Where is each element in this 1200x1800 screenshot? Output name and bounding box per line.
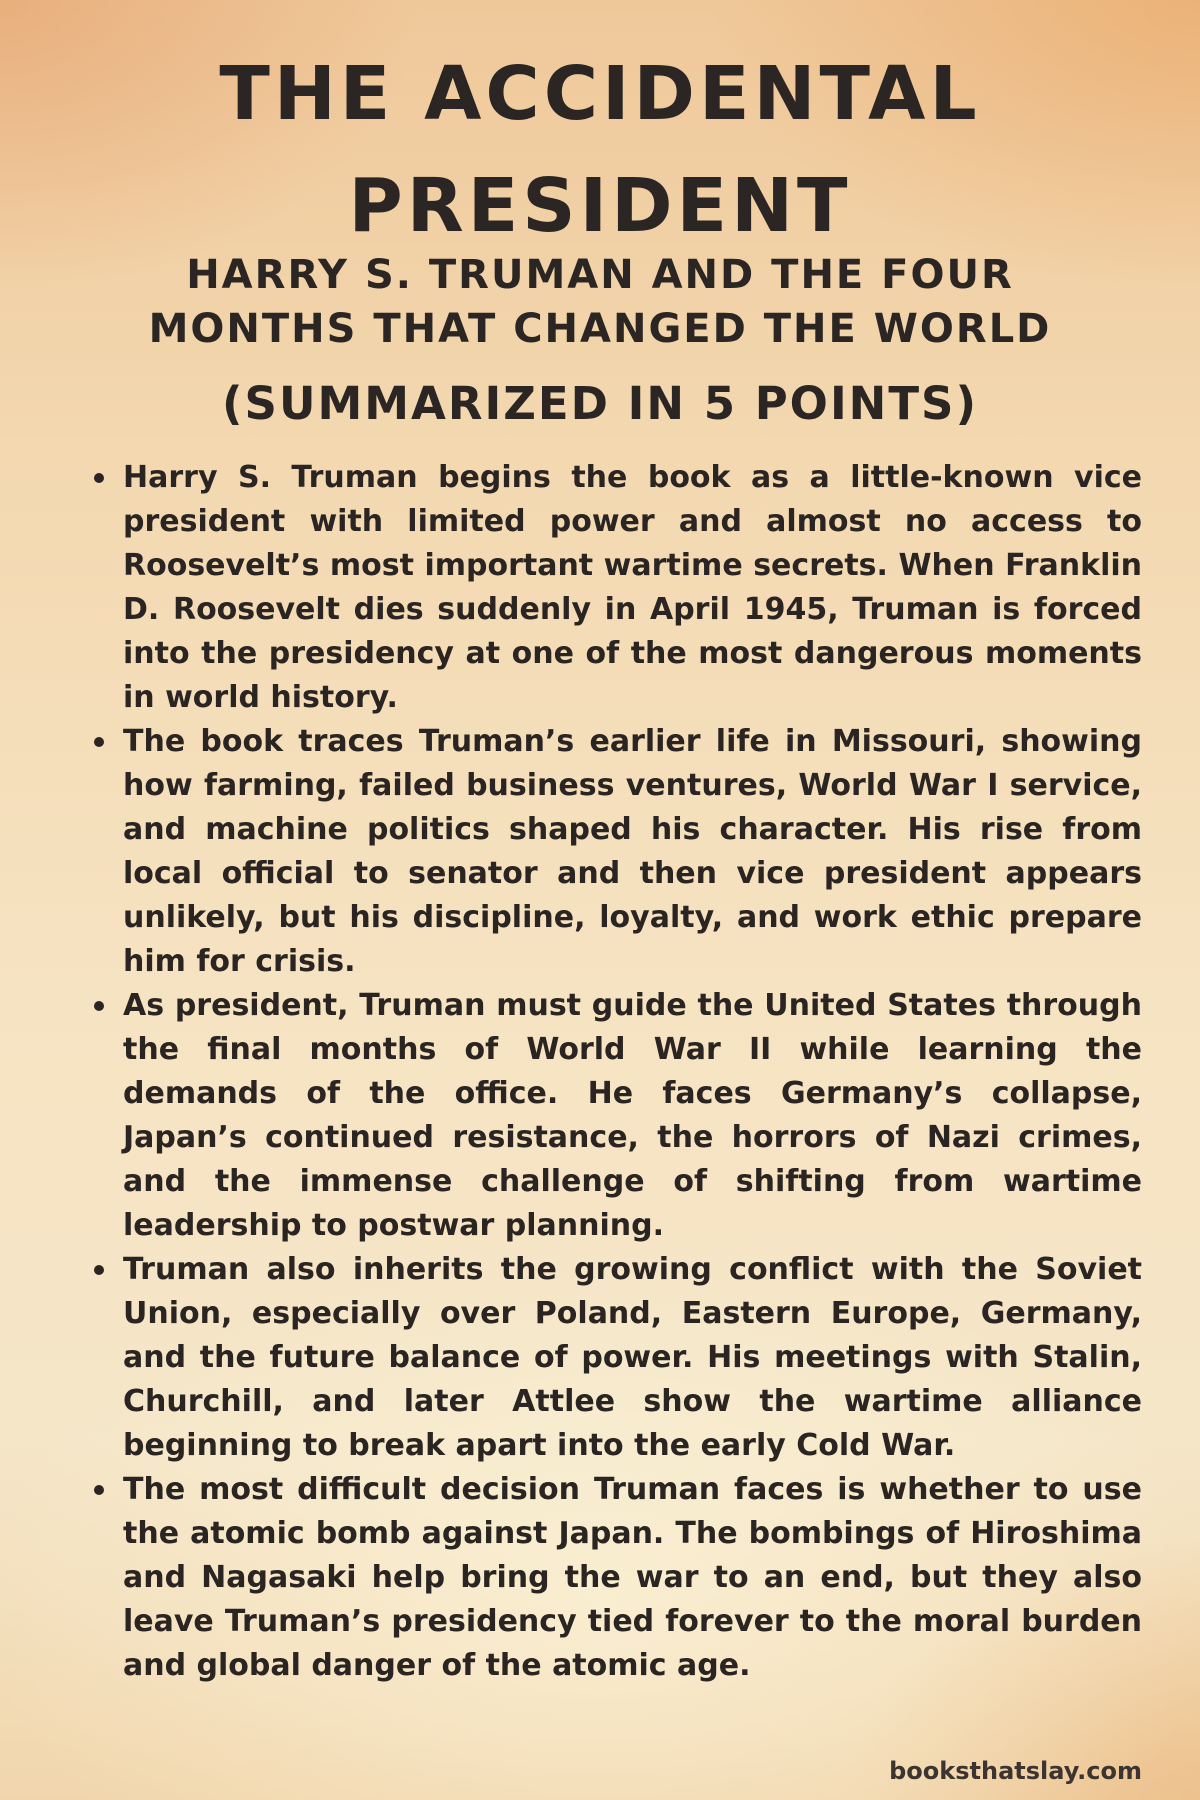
summary-point-text: Harry S. Truman begins the book as a little-known vice president with limited power and almost no access to Roosevelt’s most important wartime secrets. When Franklin D. Roosevelt dies suddenly in April 1945, Truman is forced into the presidency at one of the most dangerous moments in world history. (123, 460, 1142, 715)
bullet-icon (94, 737, 104, 747)
summary-point (90, 456, 1142, 720)
summary-point-text: As president, Truman must guide the United States through the final months of World War II while learning the demands of the office. He faces Germany’s collapse, Japan’s continued resistance, the horrors of Nazi crimes, and the immense challenge of shifting from wartime leadership to postwar planning. (123, 988, 1142, 1243)
summary-point-text: Truman also inherits the growing conflict with the Soviet Union, especially over Poland, Eastern Europe, Germany, and the future balance of power. His meetings with Stalin, Churchill, and later Attlee show the wartime alliance beginning to break apart into the early Cold War. (123, 1252, 1142, 1463)
summary-tag: (SUMMARIZED IN 5 POINTS) (221, 377, 979, 430)
book-subtitle: HARRY S. TRUMAN AND THE FOUR MONTHS THAT CHANGED THE WORLD (148, 252, 1052, 352)
summary-point-text: The book traces Truman’s earlier life in Missouri, showing how farming, failed business ventures, World War I service, and machine politics shaped his character. His rise from local official to senator and then vice president appears unlikely, but his discipline, loyalty, and work ethic prepare him for crisis. (123, 724, 1142, 979)
summary-point (90, 1468, 1142, 1688)
summary-points-list (90, 456, 1142, 1688)
summary-point (90, 984, 1142, 1248)
book-title: THE ACCIDENTAL PRESIDENT (219, 51, 981, 249)
summary-point (90, 720, 1142, 984)
summary-point (90, 1248, 1142, 1468)
bullet-icon (94, 1265, 104, 1275)
bullet-icon (94, 473, 104, 483)
bullet-icon (94, 1485, 104, 1495)
summary-point-text: The most difficult decision Truman faces is whether to use the atomic bomb against Japan. The bombings of Hiroshima and Nagasaki help bring the war to an end, but they also leave Truman’s presidency tied forever to the moral burden and global danger of the atomic age. (123, 1472, 1142, 1683)
website-credit: booksthatslay.com (889, 1757, 1142, 1785)
bullet-icon (94, 1001, 104, 1011)
